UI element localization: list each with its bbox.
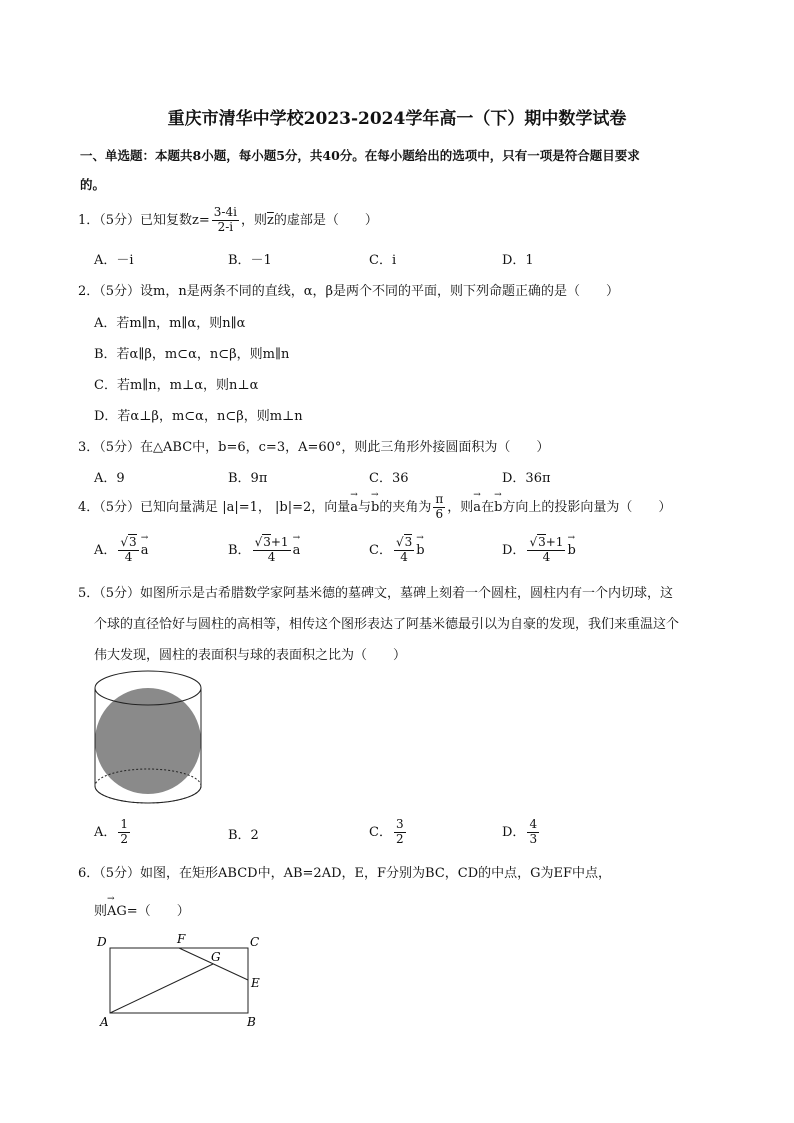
q5-option-b: B．2	[228, 828, 259, 843]
q4-angle-text: 的夹角为	[379, 499, 432, 515]
q4-opt-c-vec: → b	[416, 543, 424, 558]
q5-option-a: A． $\frac{1}{2}$	[94, 817, 129, 846]
label-f: F	[177, 932, 186, 946]
q4-opt-a-den: 4	[124, 549, 133, 564]
q4-opt-d-plus: +1	[545, 535, 564, 549]
question-6-line1: 6．（5分）如图，在矩形ABCD中，AB=2AD，E，F分别为BC，CD的中点，G为EF中点，	[78, 866, 612, 881]
q4-opt-a-fraction: $\frac{√3}{4}$	[120, 535, 137, 564]
label-a: A	[100, 1015, 109, 1029]
q4-opt-c-num: 3	[404, 535, 413, 549]
q4-proj: 方向上的投影向量为（ ）	[502, 499, 672, 515]
label-e: E	[251, 976, 260, 990]
q1-frac-num: 3-4i	[213, 205, 237, 219]
q4-option-c	[369, 536, 425, 565]
q4-option-b	[228, 536, 300, 565]
q1-option-d: D．1	[502, 253, 534, 268]
q4-opt-b-plus: +1	[270, 535, 289, 549]
q4-vec-a: → a	[350, 500, 358, 515]
question-5-line3: 伟大发现，圆柱的表面积与球的表面积之比为（ ）	[94, 648, 407, 663]
q4-then: ，则	[447, 499, 474, 515]
q6-then: 则	[94, 904, 108, 919]
q4-opt-c-label: C．	[369, 542, 392, 558]
q4-opt-b-label: B．	[228, 542, 251, 558]
q4-vec-a2: → a	[473, 500, 481, 515]
q4-opt-d-label: D．	[502, 542, 526, 558]
question-3-stem: 3．（5分）在△ABC中，b=6，c=3，A=60°，则此三角形外接圆面积为（ ）	[78, 440, 550, 455]
q4-opt-d-fraction: $\frac{√3+1}{4}$	[529, 535, 564, 564]
q5-opt-d-fraction: $\frac{4}{3}$	[529, 817, 538, 846]
sphere-shape	[95, 688, 201, 794]
q5-option-c: C． $\frac{3}{2}$	[369, 817, 404, 846]
q4-prefix: 4．（5分）已知向量满足	[78, 499, 219, 515]
q3-option-a: A．9	[94, 471, 125, 486]
q5-opt-a-fraction: $\frac{1}{2}$	[120, 817, 129, 846]
question-4-stem	[78, 493, 671, 522]
label-c: C	[250, 935, 260, 949]
question-6-line2	[94, 900, 190, 919]
q2-option-d: D．若α⊥β，m⊂α，n⊂β，则m⊥n	[94, 409, 303, 424]
q4-abs-a: |a|=1，	[222, 499, 271, 515]
q4-opt-b-fraction: $\frac{√3+1}{4}$	[254, 535, 289, 564]
q4-vec-b2: → b	[494, 500, 502, 515]
q4-opt-b-vec: → a	[293, 543, 301, 558]
q6-tail: =（ ）	[126, 904, 190, 919]
q1-fraction	[212, 206, 239, 235]
q4-opt-a-num: 3	[129, 535, 137, 549]
q1-prefix: 1．（5分）已知复数	[78, 212, 193, 228]
q4-opt-d-num: 3	[538, 535, 546, 549]
q4-opt-d-vec: → b	[567, 543, 575, 558]
q2-option-a: A．若m∥n，m∥α，则n∥α	[94, 316, 246, 331]
rectangle-abcd-figure	[92, 930, 272, 1030]
q4-six: 6	[435, 506, 444, 521]
q4-opt-c-den: 4	[400, 549, 408, 564]
label-b: B	[247, 1015, 256, 1029]
q3-option-d: D．36π	[502, 471, 551, 486]
q4-option-d	[502, 536, 576, 565]
q1-suffix: 的虚部是（ ）	[273, 212, 378, 228]
q5-option-d: D． $\frac{4}{3}$	[502, 817, 538, 846]
q1-zbar: $\overline{z}$	[266, 212, 274, 228]
question-5-line1: 5．（5分）如图所示是古希腊数学家阿基米德的墓碑文，墓碑上刻着一个圆柱，圆柱内有一个内切球，这	[78, 586, 674, 601]
q6-vec-ag: → AG	[107, 904, 127, 919]
q1-z: z=	[192, 212, 210, 228]
q4-pi: π	[435, 492, 444, 506]
q1-option-a: A．－i	[94, 253, 134, 268]
cylinder-sphere-figure	[90, 668, 208, 810]
q4-opt-a-vec: → a	[141, 543, 149, 558]
q4-vec-b: → b	[371, 500, 379, 515]
q3-option-b: B．9π	[228, 471, 268, 486]
q1-option-c: C．i	[369, 253, 397, 268]
segment-ag	[110, 964, 213, 1013]
q1-option-b: B．－1	[228, 253, 272, 268]
q4-angle-fraction	[433, 493, 445, 522]
q2-option-b: B．若α∥β，m⊂α，n⊂β，则m∥n	[94, 347, 290, 362]
label-g: G	[211, 950, 221, 964]
q4-with: 与	[358, 499, 372, 515]
q4-option-a	[94, 536, 148, 565]
question-2-stem: 2．（5分）设m，n是两条不同的直线，α，β是两个不同的平面，则下列命题正确的是（ ）	[78, 284, 620, 299]
q3-option-c: C．36	[369, 471, 409, 486]
q4-opt-a-label: A．	[94, 542, 117, 558]
q2-option-c: C．若m∥n，m⊥α，则n⊥α	[94, 378, 259, 393]
q1-mid: ，则	[240, 212, 267, 228]
page-title: 重庆市清华中学校2023-2024学年高一（下）期中数学试卷	[167, 109, 627, 129]
q4-opt-b-num: 3	[263, 535, 271, 549]
q4-abs-b: |b|=2，向量	[275, 499, 351, 515]
q5-opt-c-fraction: $\frac{3}{2}$	[395, 817, 404, 846]
section-header-line1: 一、单选题：本题共8小题，每小题5分，共40分。在每小题给出的选项中，只有一项是符合题目要求	[80, 148, 640, 163]
q4-opt-d-den: 4	[542, 549, 551, 564]
section-header-line2: 的。	[80, 177, 106, 192]
q4-opt-b-den: 4	[267, 549, 276, 564]
label-d: D	[97, 935, 107, 949]
question-1-stem	[78, 206, 378, 235]
q4-opt-c-fraction: $\frac{√3}{4}$	[395, 535, 413, 564]
q4-on: 在	[481, 499, 495, 515]
question-5-line2: 个球的直径恰好与圆柱的高相等，相传这个图形表达了阿基米德最引以为自豪的发现，我们来重温这个	[94, 617, 680, 632]
q1-frac-den: 2-i	[217, 219, 234, 234]
